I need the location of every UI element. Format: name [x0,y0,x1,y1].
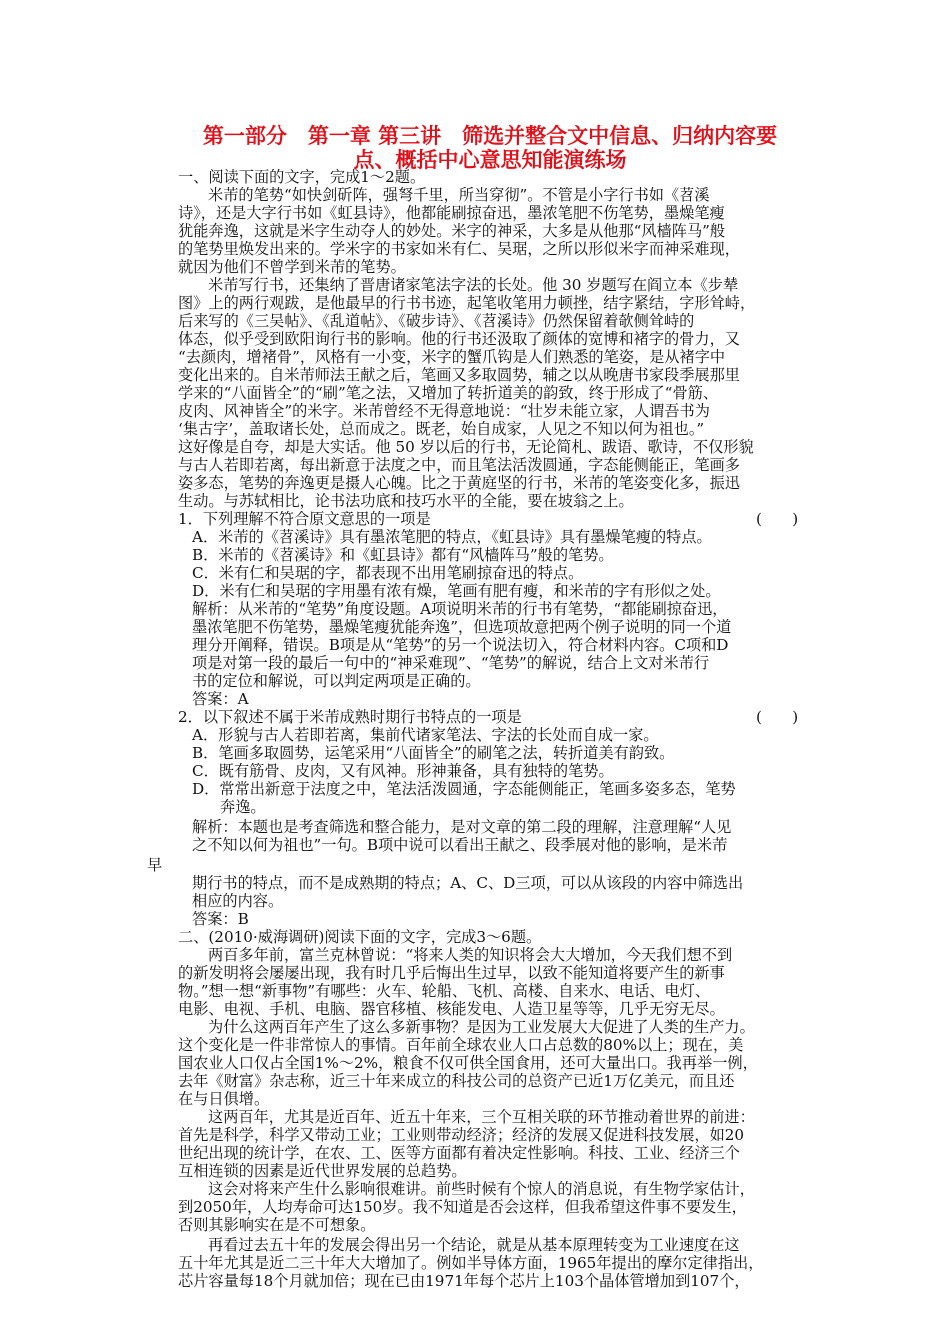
text-line: 再看过去五十年的发展会得出另一个结论，就是从基本原理转变为工业速度在这 [208,1236,740,1254]
text-line: 首先是科学，科学又带动工业；工业则带动经济；经济的发展又促进科技发展，如20 [178,1126,745,1144]
analysis-line: 相应的内容。 [192,892,284,910]
analysis-line: 项是对第一段的最后一句中的“神采难现”、“笔势”的解说，结合上文对米芾行 [192,654,710,672]
stray-character: 早 [147,856,163,874]
text-line: 姿多态，笔势的奔逸更是摄人心魄。比之于黄庭坚的行书，米芾的笔姿变化多，振迅 [178,474,740,492]
answer-blank-2: ( ) [756,708,799,726]
text-line: 芯片容量每18个月就加倍；现在已由1971年每个芯片上103个晶体管增加到107个， [178,1272,750,1290]
analysis-line: 理分开阐释，错误。B项是从“笔势”的另一个说法切入，符合材料内容。C项和D [192,636,729,654]
text-line: 犹能奔逸，这就是米字生动夺人的妙处。米字的神采，大多是从他那“风樯阵马”般 [178,222,726,240]
question-1: 1．下列理解不符合原文意思的一项是 [178,510,431,528]
text-line: 米芾的笔势“如快剑斫阵，强弩千里，所当穿彻”。不管是小字行书如《苕溪 [208,186,710,204]
analysis-line: 解析：从米芾的“笔势”角度设题。A项说明米芾的行书有笔势，“都能刷掠奋迅， [192,600,728,618]
text-line: 电影、电视、手机、电脑、器官移植、核能发电、人造卫星等等，几乎无穷无尽。 [178,1000,725,1018]
text-line: 这两百年，尤其是近百年、近五十年来，三个互相关联的环节推动着世界的前进： [208,1108,755,1126]
text-line: 去年《财富》杂志称，近三十年来成立的科技公司的总资产已近1万亿美元，而且还 [178,1072,735,1090]
text-line: 五十年尤其是近二三十年大大增加了。例如半导体方面，1965年提出的摩尔定律指出， [178,1254,764,1272]
text-line: 与古人若即若离，每出新意于法度之中，而且笔法活泼圆通，字态能侧能正，笔画多 [178,456,740,474]
option-b: B．笔画多取圆势，运笔采用“八面皆全”的刷笔之法，转折道美有韵致。 [192,744,675,762]
text-line: 生动。与苏轼相比，论书法功底和技巧水平的全能，要在坡翁之上。 [178,492,634,510]
analysis-line: 墨浓笔肥不伤笔势，墨燥笔瘦犹能奔逸”，但选项故意把两个例子说明的同一个道 [192,618,732,636]
text-line: 皮肉、风神皆全”的米字。米芾曾经不无得意地说：“壮岁未能立家，人谓吾书为 [178,402,710,420]
option-b: B．米芾的《苕溪诗》和《虹县诗》都有“风樯阵马”般的笔势。 [192,546,614,564]
text-line: 就因为他们不曾学到米芾的笔势。 [178,258,406,276]
text-line: 否则其影响实在是不可想象。 [178,1216,376,1234]
option-c: C．米有仁和吴琚的字，都表现不出用笔刷掠奋迅的特点。 [192,564,584,582]
answer-1: 答案：A [192,690,249,708]
option-d: D．常常出新意于法度之中，笔法活泼圆通，字态能侧能正，笔画多姿多态，笔势 [192,780,736,798]
text-line: “去颜肉，增褚骨”，风格有一小变，米字的蟹爪钩是人们熟悉的笔姿，是从褚字中 [178,348,726,366]
page-title-line-1: 第一部分 第一章 第三讲 筛选并整合文中信息、归纳内容要 [202,123,778,148]
text-line: 国农业人口仅占全国1%～2%，粮食不仅可供全国食用，还可大量出口。我再举一例， [178,1054,758,1072]
analysis-line: 之不知以何为祖也”一句。B项中说可以看出王献之、段季展对他的影响，是米芾 [192,836,728,854]
option-d-continued: 奔逸。 [220,798,266,816]
option-a: A．米芾的《苕溪诗》具有墨浓笔肥的特点，《虹县诗》具有墨燥笔瘦的特点。 [192,528,712,546]
text-line: 米芾写行书，还集纳了晋唐诸家笔法字法的长处。他 30 岁题写在阎立本《步辇 [208,276,739,294]
text-line: 这好像是自夸，却是大实话。他 50 岁以后的行书，无论简札、跋语、歌诗，不仅形貌 [178,438,754,456]
page-title-line-2: 点、概括中心意思知能演练场 [353,147,627,172]
text-line: 世纪出现的统计学，在农、工、医等方面都有着决定性影响。科技、工业、经济三个 [178,1144,740,1162]
text-line: 后来写的《三吴帖》、《乱道帖》、《破步诗》、《苕溪诗》仍然保留着欹侧耸峙的 [178,312,695,330]
text-line: 为什么这两百年产生了这么多新事物？是因为工业发展大大促进了人类的生产力。 [208,1018,755,1036]
text-line: 体态，似乎受到欧阳询行书的影响。他的行书还汲取了颜体的宽博和褚字的骨力，又 [178,330,740,348]
text-line: 的新发明将会屡屡出现，我有时几乎后悔出生过早，以致不能知道将要产生的新事 [178,964,725,982]
answer-blank-1: ( ) [756,510,799,528]
analysis-line: 书的定位和解说，可以判定两项是正确的。 [192,672,481,690]
text-line: ‘集古字’，盖取诸长处，总而成之。既老，始自成家，人见之不知以何为祖也。” [178,420,705,438]
question-2: 2．以下叙述不属于米芾成熟时期行书特点的一项是 [178,708,522,726]
text-line: 诗》，还是大字行书如《虹县诗》，他都能刷掠奋迅，墨浓笔肥不伤笔势，墨燥笔瘦 [178,204,725,222]
option-d: D．米有仁和吴琚的字用墨有浓有燥，笔画有肥有瘦，和米芾的字有形似之处。 [192,582,721,600]
text-line: 的笔势里焕发出来的。学米字的书家如米有仁、吴琚，之所以形似米字而神采难现， [178,240,740,258]
text-line: 到2050年，人均寿命可达150岁。我不知道是否会这样，但我希望这件事不要发生， [178,1198,747,1216]
text-line: 物。”想一想“新事物”有哪些：火车、轮船、飞机、高楼、自来水、电话、电灯、 [178,982,711,1000]
option-c: C．既有筋骨、皮肉，又有风神。形神兼备，具有独特的笔势。 [192,762,614,780]
answer-2: 答案：B [192,910,249,928]
text-line: 图》上的两行观跋，是他最早的行书书迹，起笔收笔用力顿挫，结字紧结，字形耸峙， [178,294,756,312]
text-line: 这个变化是一件非常惊人的事情。百年前全球农业人口占总数的80%以上；现在，美 [178,1036,744,1054]
analysis-line: 解析：本题也是考查筛选和整合能力，是对文章的第二段的理解，注意理解“人见 [192,818,732,836]
text-line: 学来的“八面皆全”的“刷”笔之法，又增加了转折道美的韵致，终于形成了“骨筋、 [178,384,719,402]
section-one-heading: 一、阅读下面的文字，完成1～2题。 [178,168,426,186]
option-a: A．形貌与古人若即若离，集前代诸家笔法、字法的长处而自成一家。 [192,726,659,744]
text-line: 两百多年前，富兰克林曾说：“将来人类的知识将会大大增加，今天我们想不到 [208,946,733,964]
section-two-heading: 二、(2010·威海调研)阅读下面的文字，完成3～6题。 [178,928,542,946]
text-line: 互相连锁的因素是近代世界发展的总趋势。 [178,1162,467,1180]
text-line: 变化出来的。自米芾师法王献之后，笔画又多取圆势，辅之以从晚唐书家段季展那里 [178,366,740,384]
text-line: 在与日俱增。 [178,1090,270,1108]
analysis-line: 期行书的特点，而不是成熟期的特点；A、C、D三项，可以从该段的内容中筛选出 [192,874,744,892]
text-line: 这会对将来产生什么影响很难讲。前些时候有个惊人的消息说，有生物学家估计， [208,1180,755,1198]
